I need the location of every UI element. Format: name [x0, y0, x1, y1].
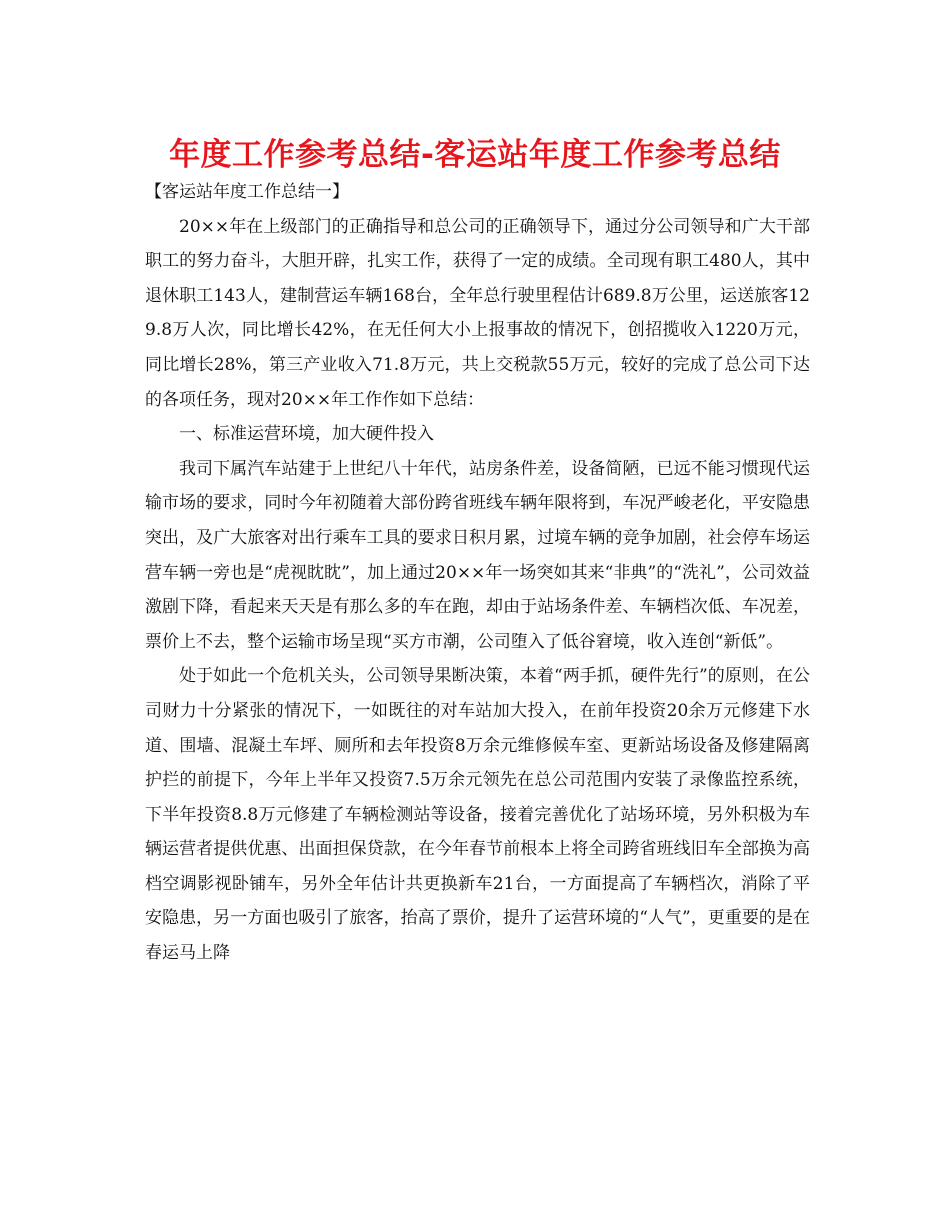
section-heading: 一、标准运营环境，加大硬件投入: [179, 424, 434, 445]
section-label: 【客运站年度工作总结一】: [145, 182, 349, 202]
document-body: [145, 175, 810, 971]
document-title: 年度工作参考总结-客运站年度工作参考总结: [169, 137, 781, 173]
paragraph-background: 我司下属汽车站建于上世纪八十年代，站房条件差，设备简陋，已远不能习惯现代运输市场的要求，同时今年初随着大部份跨省班线车辆年限将到，车况严峻老化，平安隐患突出，及广大旅客对出行乘车工具的要求日积月累，过境车辆的竞争加剧，社会停车场运营车辆一旁也是“虎视眈眈”，加上通过20××年一场突如其来“非典”的“洗礼”，公司效益激剧下降，看起来天天是有那么多的车在跑，却由于站场条件差、车辆档次低、车况差，票价上不去，整个运输市场呈现“买方市潮，公司堕入了低谷窘境，收入连创“新低”。: [145, 458, 810, 652]
paragraph-measures: 处于如此一个危机关头，公司领导果断决策，本着“两手抓，硬件先行”的原则，在公司财力十分紧张的情况下，一如既往的对车站加大投入，在前年投资20余万元修建下水道、围墙、混凝土车坪、厕所和去年投资8万余元维修候车室、更新站场设备及修建隔离护拦的前提下，今年上半年又投资7.5万余元领先在总公司范围内安装了录像监控系统，下半年投资8.8万元修建了车辆检测站等设备，接着完善优化了站场环境，另外积极为车辆运营者提供优惠、出面担保贷款，在今年春节前根本上将全司跨省班线旧车全部换为高档空调影视卧铺车，另外全年估计共更换新车21台，一方面提高了车辆档次，消除了平安隐患，另一方面也吸引了旅客，抬高了票价，提升了运营环境的“人气”，更重要的是在春运马上降: [145, 666, 810, 964]
paragraph-intro: 20××年在上级部门的正确指导和总公司的正确领导下，通过分公司领导和广大干部职工的努力奋斗，大胆开辟，扎实工作，获得了一定的成绩。全司现有职工480人，其中退休职工143人，建制营运车辆168台，全年总行驶里程估计689.8万公里，运送旅客129.8万人次，同比增长42%，在无任何大小上报事故的情况下，创招揽收入1220万元，同比增长28%，第三产业收入71.8万元，共上交税款55万元，较好的完成了总公司下达的各项任务，现对20××年工作作如下总结：: [145, 216, 810, 410]
